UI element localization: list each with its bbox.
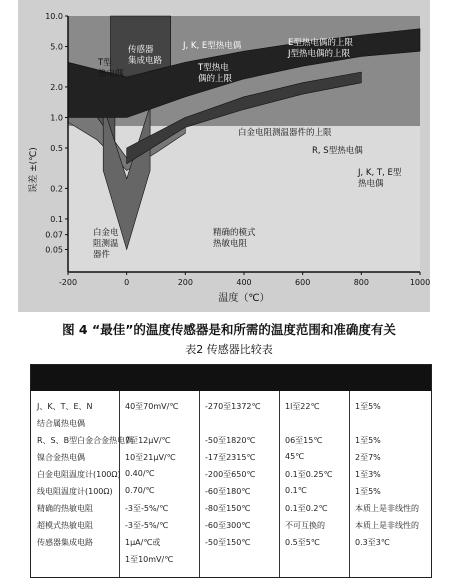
table-cell: 0.1至0.25℃ <box>285 470 333 479</box>
x-axis-label: 温度（℃） <box>218 293 270 304</box>
table-caption: 表2 传感器比较表 <box>185 343 273 356</box>
y-tick-label: 10.0 <box>45 12 63 21</box>
table-cell: 镍合金热电偶 <box>37 453 85 462</box>
table-cell: -50至1820℃ <box>205 436 256 445</box>
table-cell: 45℃ <box>285 452 305 461</box>
y-tick-label: 0.2 <box>50 184 63 194</box>
y-tick-label: 2.0 <box>50 82 63 92</box>
table-cell: 06至15℃ <box>285 436 323 445</box>
x-tick-label: 800 <box>353 278 369 287</box>
table-cell: 线电阻温度计(100Ω) <box>37 487 113 496</box>
y-tick-label: 0.1 <box>50 214 63 224</box>
y-tick-label: 0.05 <box>45 245 63 255</box>
table-cell: 2至7% <box>355 453 381 462</box>
table-cell: 0.40/℃ <box>125 469 155 478</box>
annotation-label: T型热电偶的上限 <box>198 63 233 84</box>
y-tick-label: 5.0 <box>50 42 63 52</box>
x-tick-label: 1000 <box>409 278 430 287</box>
table-cell: 本质上是非线性的 <box>355 521 419 530</box>
table-cell: -80至150℃ <box>205 504 251 513</box>
table-cell: -3至-5%/℃ <box>125 504 169 513</box>
annotation-label: 传感器集成电路 <box>128 45 163 66</box>
table-cell: 0.3至3℃ <box>355 538 390 547</box>
annotation-label: 白金电阻测温器件 <box>93 228 119 260</box>
temperature-accuracy-chart <box>18 0 430 312</box>
annotation-label: J, K, T, E型热电偶 <box>358 168 402 189</box>
x-tick-label: 0 <box>124 278 130 287</box>
table-cell: 0.1℃ <box>285 486 307 495</box>
table-header-bar <box>31 365 431 391</box>
column-divider <box>279 391 280 577</box>
x-tick-label: 400 <box>236 278 252 287</box>
table-cell: 传感器集成电路 <box>37 538 93 547</box>
y-axis-label: 误差 ±(℃) <box>29 147 39 193</box>
table-cell: 1l至22℃ <box>285 402 320 411</box>
table-cell: 40至70mV/℃ <box>125 402 179 411</box>
x-tick-label: 600 <box>295 278 311 287</box>
column-divider <box>349 391 350 577</box>
y-tick-label: 0.07 <box>45 230 63 240</box>
x-tick-label: -200 <box>58 278 78 287</box>
annotation-label: J, K, E型热电偶 <box>183 41 242 51</box>
table-cell: -60至300℃ <box>205 521 251 530</box>
table-cell: 本质上是非线性的 <box>355 504 419 513</box>
table-cell: -60至180℃ <box>205 487 251 496</box>
figure-caption: 图 4 “最佳”的温度传感器是和所需的温度范围和准确度有关 <box>62 322 396 337</box>
table-cell: 结合属热电偶 <box>37 419 85 428</box>
annotation-label: E型热电偶的上限 J型热电偶的上限 <box>288 38 353 59</box>
annotation-label: R, S型热电偶 <box>312 146 363 156</box>
table-cell: 1至5% <box>355 402 381 411</box>
comparison-table <box>30 364 432 578</box>
table-cell: 1至5% <box>355 436 381 445</box>
annotation-label: 白金电阻测温器件的上限 <box>238 128 332 138</box>
table-cell: R、S、B型白金合金热电偶 <box>37 436 134 445</box>
table-cell: 10至21μV/℃ <box>125 453 176 462</box>
y-tick-label: 1.0 <box>50 113 63 123</box>
table-cell: -270至1372℃ <box>205 402 261 411</box>
table-cell: 精确的热敏电阻 <box>37 504 93 513</box>
table-cell: 1μA/℃或 <box>125 538 161 547</box>
annotation-label: 精确的模式热敏电阻 <box>213 228 256 249</box>
table-cell: -17至2315℃ <box>205 453 256 462</box>
table-cell: 0.5至5℃ <box>285 538 320 547</box>
column-divider <box>119 391 120 577</box>
annotation-label: T型热电偶 <box>98 58 124 79</box>
table-cell: -200至650℃ <box>205 470 256 479</box>
table-cell: -50至150℃ <box>205 538 251 547</box>
y-tick-label: 0.5 <box>50 144 63 154</box>
table-cell: 超模式热敏电阻 <box>37 521 93 530</box>
table-cell: 1至5% <box>355 487 381 496</box>
table-cell: 不可互换的 <box>285 521 325 530</box>
table-cell: J、K、T、E、N <box>37 402 93 411</box>
x-tick-label: 200 <box>177 278 193 287</box>
column-divider <box>199 391 200 577</box>
table-cell: 1至10mV/℃ <box>125 555 174 564</box>
table-cell: 0.70/℃ <box>125 486 155 495</box>
table-cell: -3至-5%/℃ <box>125 521 169 530</box>
table-cell: 7至12μV/℃ <box>125 436 171 445</box>
table-cell: 白金电阻温度计(100Ω) <box>37 470 121 479</box>
table-cell: 1至3% <box>355 470 381 479</box>
table-cell: 0.1至0.2℃ <box>285 504 328 513</box>
